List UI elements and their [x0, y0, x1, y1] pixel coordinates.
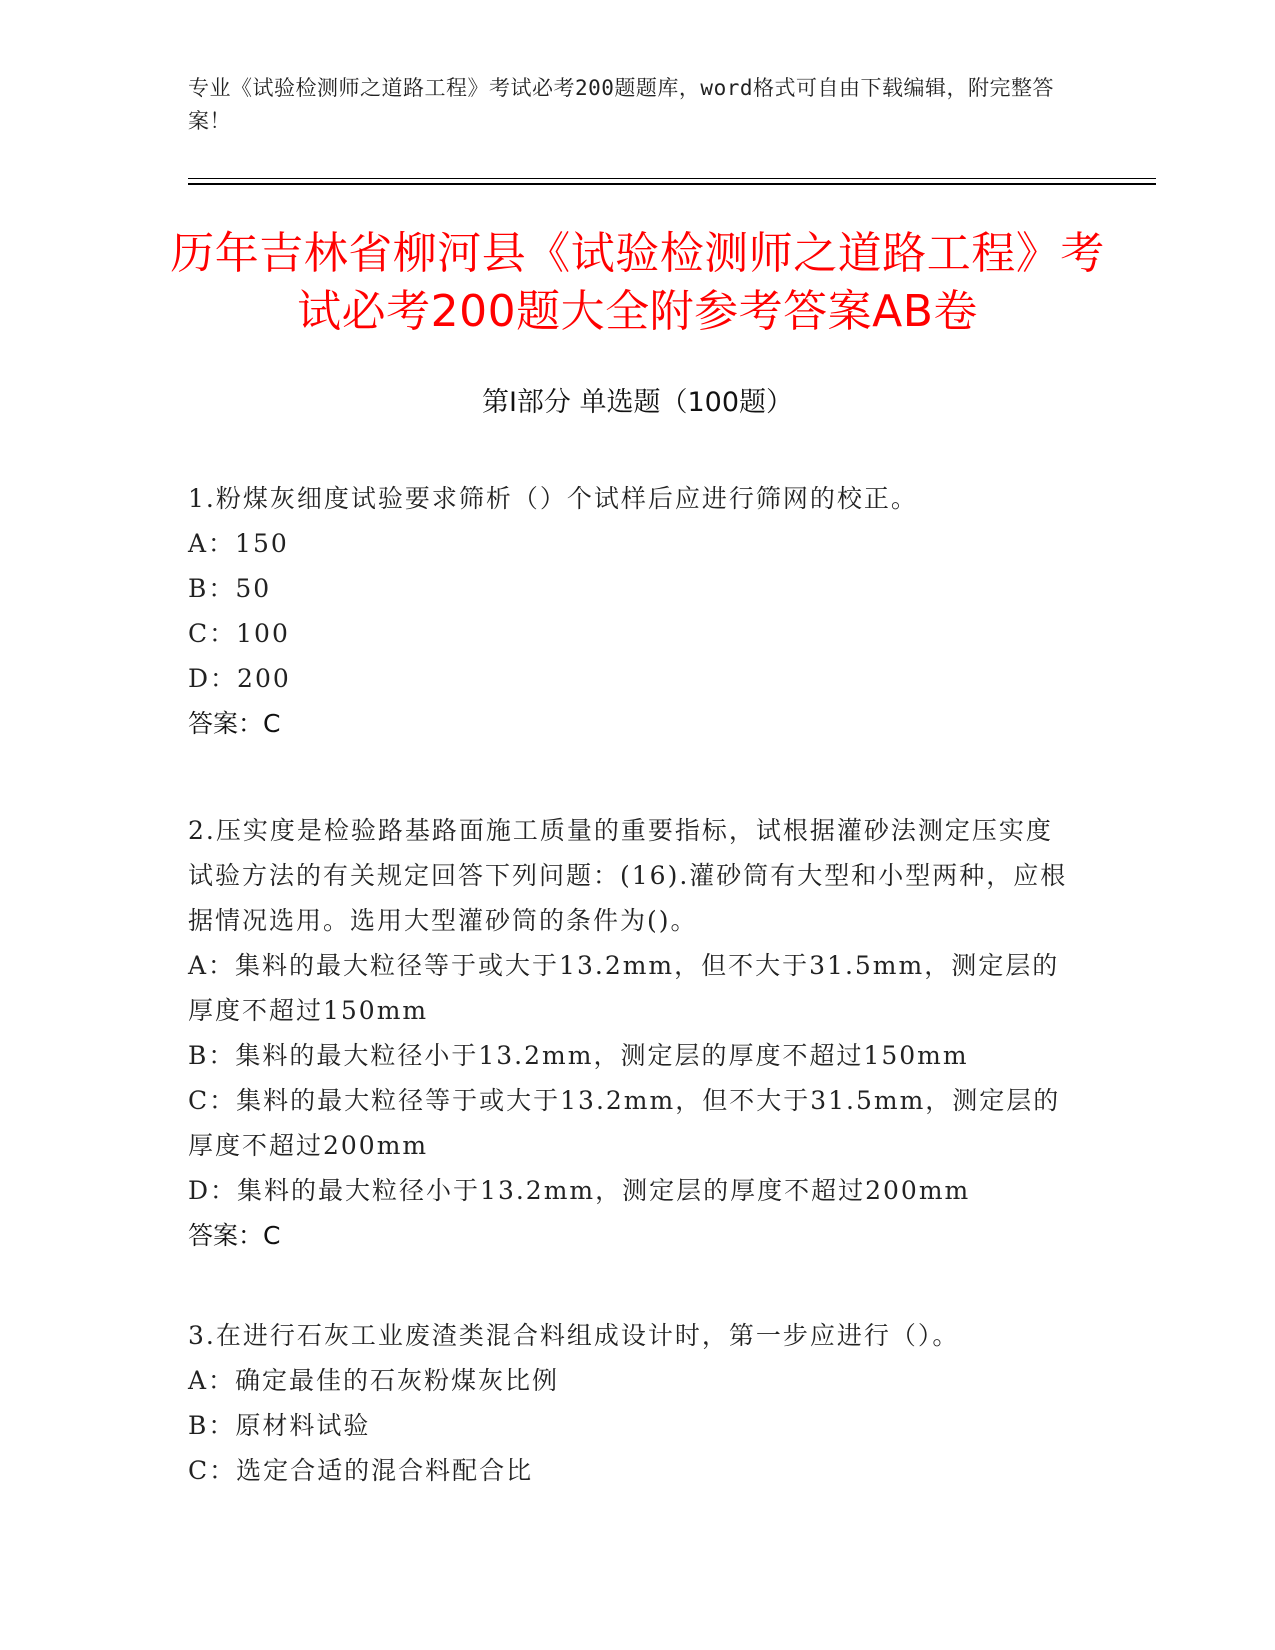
question-stem: 1.粉煤灰细度试验要求筛析（）个试样后应进行筛网的校正。	[188, 484, 918, 513]
option-d: D：集料的最大粒径小于13.2mm，测定层的厚度不超过200mm	[188, 1176, 971, 1205]
question-stem: 2.压实度是检验路基路面施工质量的重要指标，试根据灌砂法测定压实度试验方法的有关规定回答下列问题：(16).灌砂筒有大型和小型两种，应根据情况选用。选用大型灌砂筒的条件为()。	[188, 816, 1068, 935]
question-list	[188, 476, 1068, 1531]
answer: 答案：C	[188, 709, 281, 738]
option-d: D：200	[188, 664, 291, 693]
question-3	[188, 1313, 1068, 1493]
option-c: C：选定合适的混合料配合比	[188, 1456, 534, 1485]
question-2	[188, 808, 1068, 1258]
header-divider-thin	[188, 178, 1156, 179]
option-a: A：集料的最大粒径等于或大于13.2mm，但不大于31.5mm，测定层的厚度不超过150mm	[188, 951, 1060, 1025]
header-divider-thick	[188, 183, 1156, 185]
option-c: C：集料的最大粒径等于或大于13.2mm，但不大于31.5mm，测定层的厚度不超过200mm	[188, 1086, 1061, 1160]
option-c: C：100	[188, 619, 290, 648]
question-stem: 3.在进行石灰工业废渣类混合料组成设计时，第一步应进行（）。	[188, 1321, 960, 1350]
option-b: B：集料的最大粒径小于13.2mm，测定层的厚度不超过150mm	[188, 1041, 969, 1070]
question-1	[188, 476, 1068, 746]
option-a: A：确定最佳的石灰粉煤灰比例	[188, 1366, 560, 1395]
header-note: 专业《试验检测师之道路工程》考试必考200题题库，word格式可自由下载编辑，附完整答案！	[188, 76, 1054, 133]
document-title: 历年吉林省柳河县《试验检测师之道路工程》考试必考200题大全附参考答案AB卷	[170, 228, 1105, 337]
answer: 答案：C	[188, 1221, 281, 1250]
option-b: B：原材料试验	[188, 1411, 371, 1440]
section-title: 第Ⅰ部分 单选题（100题）	[481, 387, 794, 418]
option-a: A：150	[188, 529, 289, 558]
option-b: B：50	[188, 574, 272, 603]
